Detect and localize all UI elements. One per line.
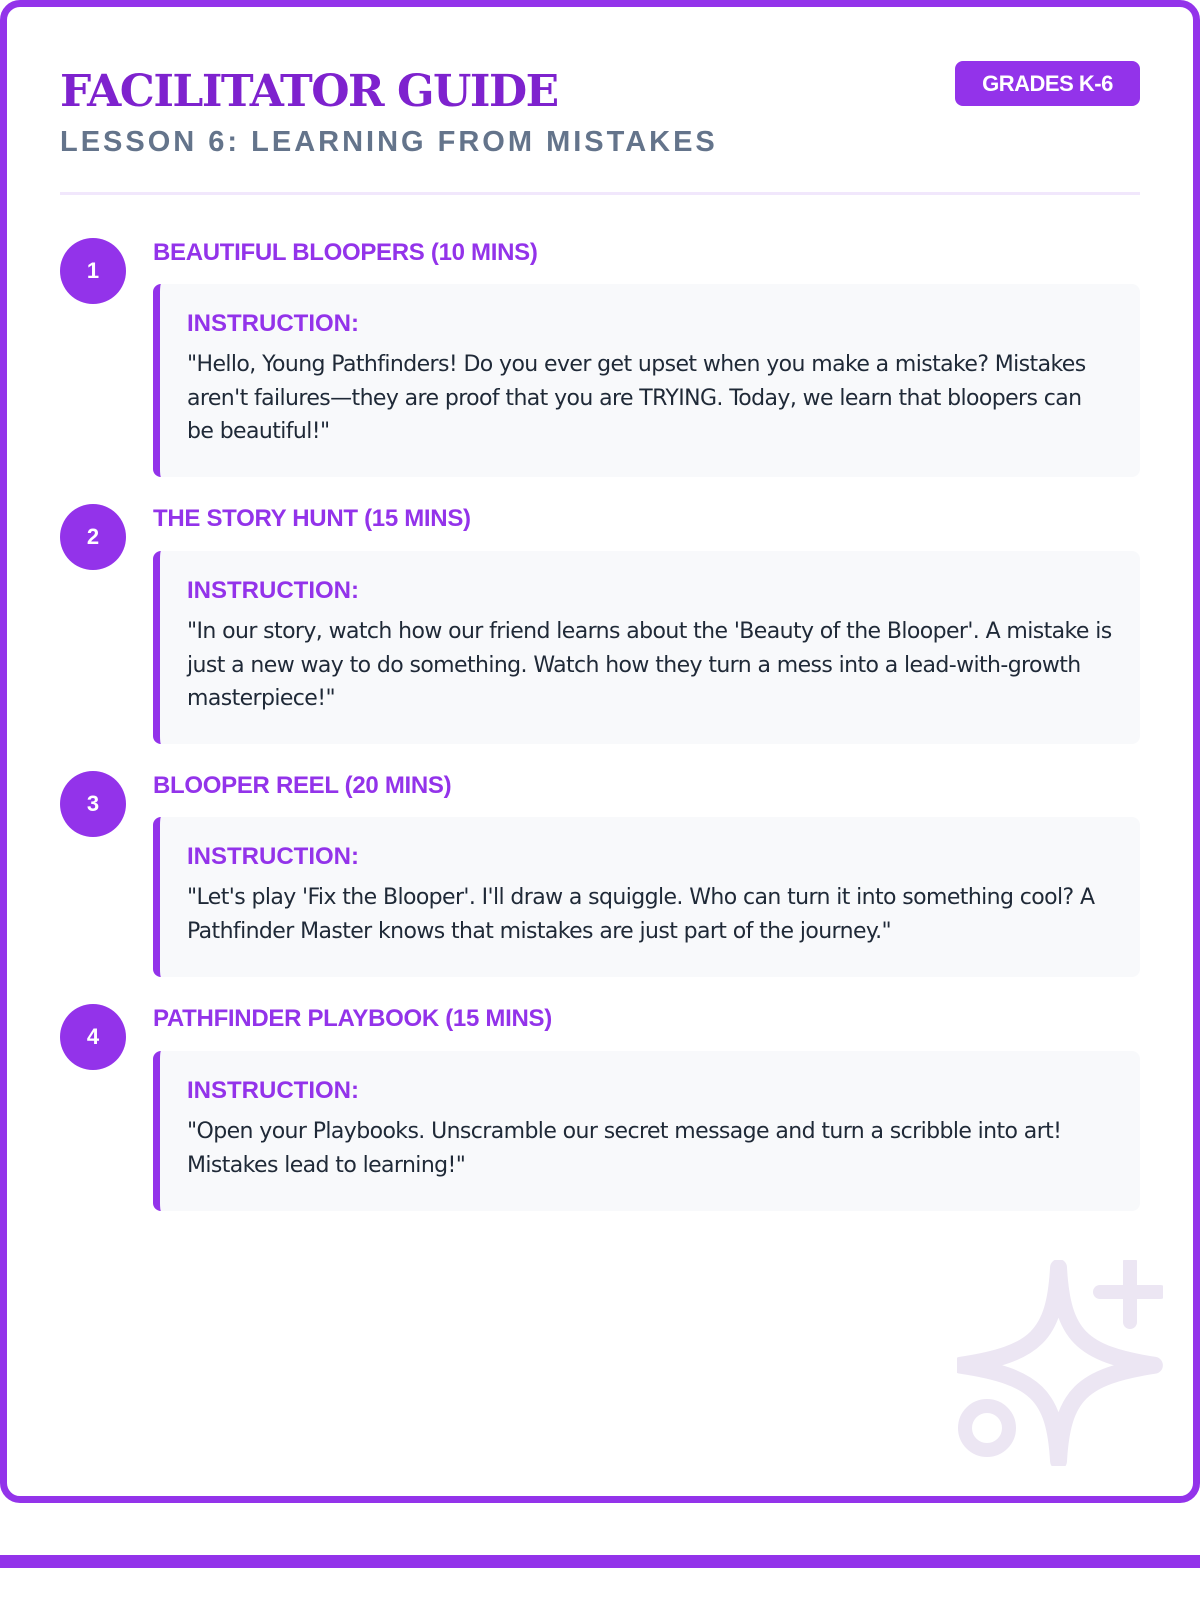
page-title: FACILITATOR GUIDE (60, 66, 558, 117)
instruction-box (153, 551, 1140, 744)
step-number-badge: 3 (60, 771, 126, 837)
instruction-text: "Hello, Young Pathfinders! Do you ever get upset when you make a mistake? Mistakes aren't failures—they are proof that you are TRYING. Today, we learn that bloopers can be beautiful!" (187, 352, 1086, 444)
sparkles-icon (957, 1260, 1163, 1466)
instruction-text: "In our story, watch how our friend learns about the 'Beauty of the Blooper'. A mistake is just a new way to do something. Watch how they turn a mess into a lead-with-growth masterpiece!" (187, 619, 1112, 711)
step-number-badge: 1 (60, 238, 126, 304)
instruction-box (153, 1051, 1140, 1211)
footer-bar (0, 1555, 1200, 1568)
lesson-subtitle: LESSON 6: LEARNING FROM MISTAKES (60, 126, 718, 158)
instruction-text: "Let's play 'Fix the Blooper'. I'll draw a squiggle. Who can turn it into something cool? A Pathfinder Master knows that mistakes are just part of the journey." (187, 885, 1095, 944)
step-title: PATHFINDER PLAYBOOK (15 MINS) (153, 1005, 552, 1032)
instruction-text: "Open your Playbooks. Unscramble our secret message and turn a scribble into art! Mistakes lead to learning!" (187, 1119, 1062, 1178)
step-number-badge: 2 (60, 504, 126, 570)
step-title: BEAUTIFUL BLOOPERS (10 MINS) (153, 239, 538, 266)
instruction-label: INSTRUCTION: (187, 843, 359, 870)
step-title: THE STORY HUNT (15 MINS) (153, 505, 471, 532)
instruction-label: INSTRUCTION: (187, 310, 359, 337)
instruction-box (153, 817, 1140, 977)
instruction-label: INSTRUCTION: (187, 577, 359, 604)
grade-badge: GRADES K-6 (955, 61, 1140, 106)
instruction-label: INSTRUCTION: (187, 1077, 359, 1104)
step-number-badge: 4 (60, 1004, 126, 1070)
step-title: BLOOPER REEL (20 MINS) (153, 772, 452, 799)
header-divider (60, 192, 1140, 195)
instruction-box (153, 284, 1140, 477)
